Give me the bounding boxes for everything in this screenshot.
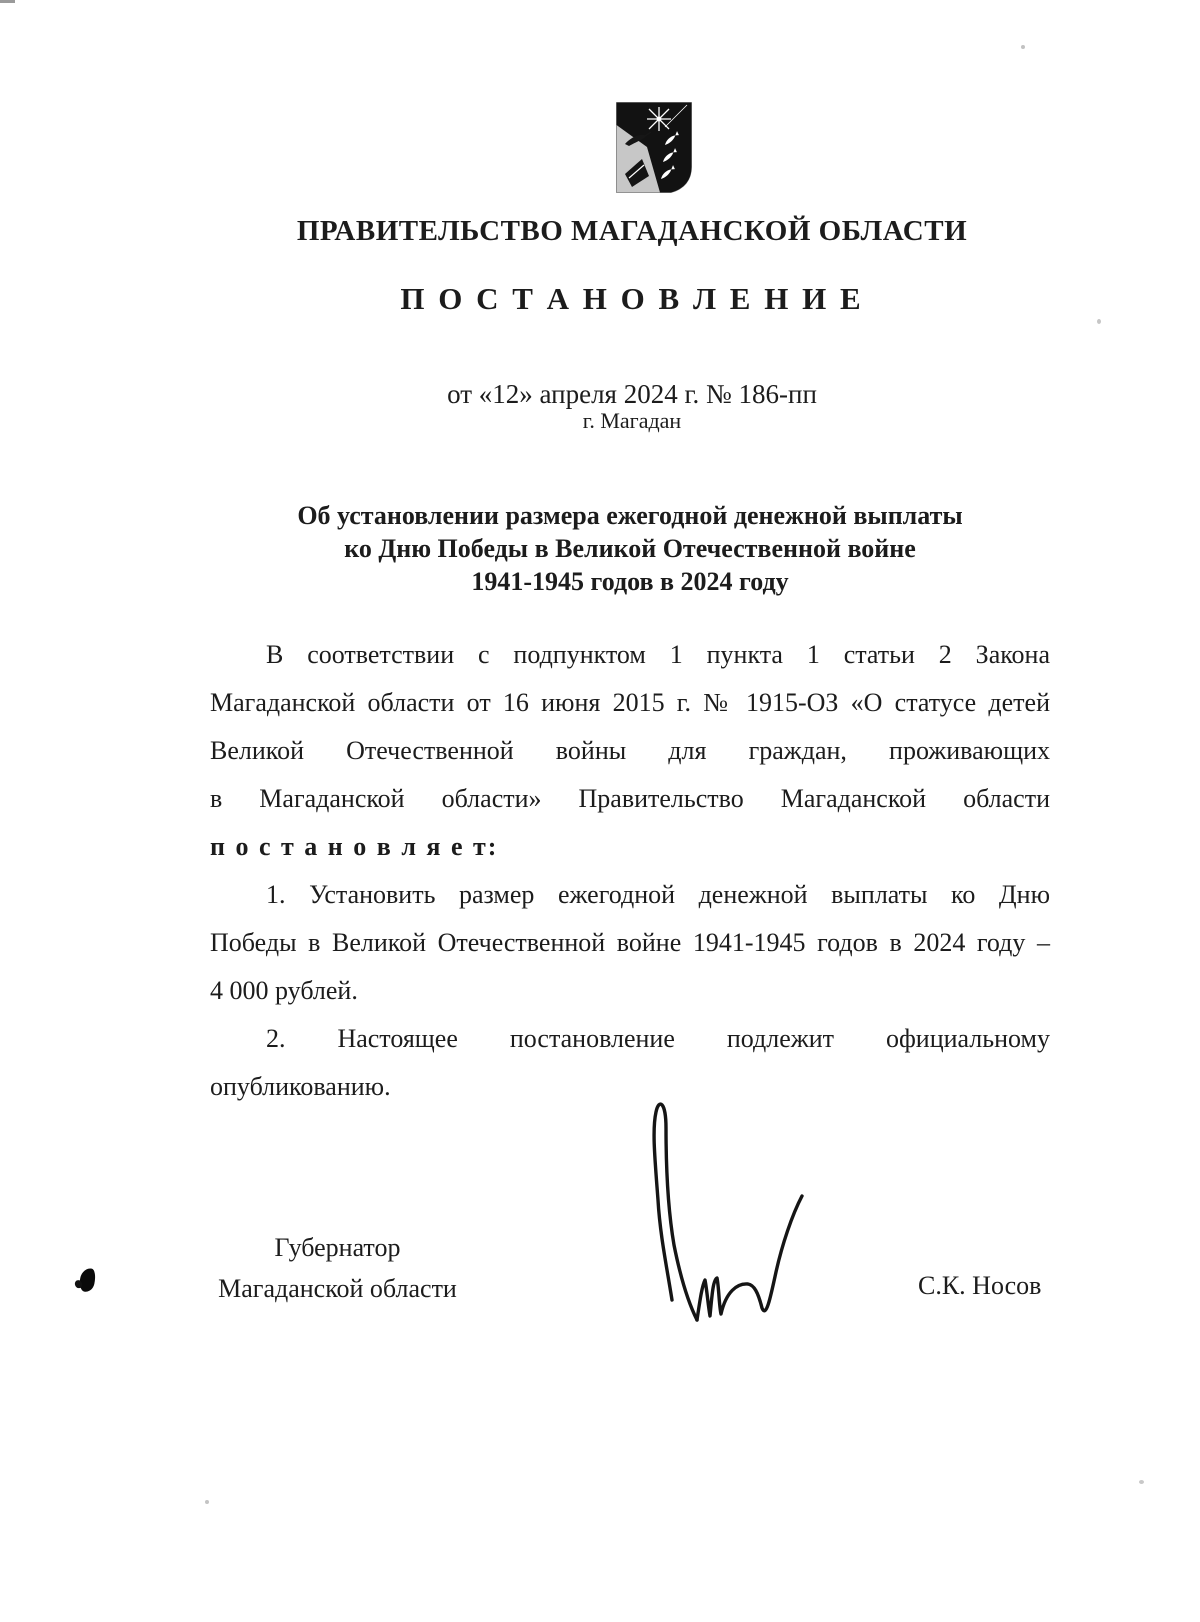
title-line: Об установлении размера ежегодной денежной выплаты xyxy=(297,501,963,530)
coat-of-arms-icon xyxy=(615,100,693,195)
scan-speck xyxy=(1139,1480,1144,1484)
title-line: 1941-1945 годов в 2024 году xyxy=(471,567,789,596)
ink-blob-artifact xyxy=(78,1267,98,1294)
governor-name: С.К. Носов xyxy=(918,1271,1042,1300)
scan-speck xyxy=(205,1500,209,1504)
governor-position xyxy=(215,1227,460,1309)
paragraph-1-line: Великой Отечественной войны для граждан, проживающих xyxy=(210,736,1050,765)
signature-ink xyxy=(625,1085,825,1335)
doc-type: П О С Т А Н О В Л Е Н И Е xyxy=(400,281,864,316)
title-line: ко Дню Победы в Великой Отечественной войне xyxy=(344,534,916,563)
resolves-keyword: п о с т а н о в л я е т: xyxy=(210,832,499,861)
scan-speck xyxy=(1097,319,1101,324)
paragraph-3-line: 2. Настоящее постановление подлежит официальному xyxy=(266,1024,1050,1053)
org-name: ПРАВИТЕЛЬСТВО МАГАДАНСКОЙ ОБЛАСТИ xyxy=(296,215,968,247)
paragraph-1-line: Магаданской области от 16 июня 2015 г. № 1915-ОЗ «О статусе детей xyxy=(210,688,1050,717)
scan-artifact-corner xyxy=(0,0,15,3)
document-title xyxy=(210,499,1050,598)
paragraph-2-line: Победы в Великой Отечественной войне 1941-1945 годов в 2024 году – xyxy=(210,928,1050,957)
paragraph-1-line: в Магаданской области» Правительство Магаданской области xyxy=(210,784,1050,813)
place-line: г. Магадан xyxy=(582,408,682,433)
governor-position-line: Магаданской области xyxy=(218,1274,457,1303)
document-body xyxy=(210,631,1050,1111)
scan-speck xyxy=(1021,45,1025,49)
paragraph-3-line: опубликованию. xyxy=(210,1072,391,1101)
governor-position-line: Губернатор xyxy=(274,1233,401,1262)
paragraph-1-line: В соответствии с подпунктом 1 пункта 1 статьи 2 Закона xyxy=(266,640,1050,669)
paragraph-2-line: 4 000 рублей. xyxy=(210,976,358,1005)
date-line: от «12» апреля 2024 г. № 186-пп xyxy=(447,379,817,409)
paragraph-2-line: 1. Установить размер ежегодной денежной выплаты ко Дню xyxy=(266,880,1050,909)
